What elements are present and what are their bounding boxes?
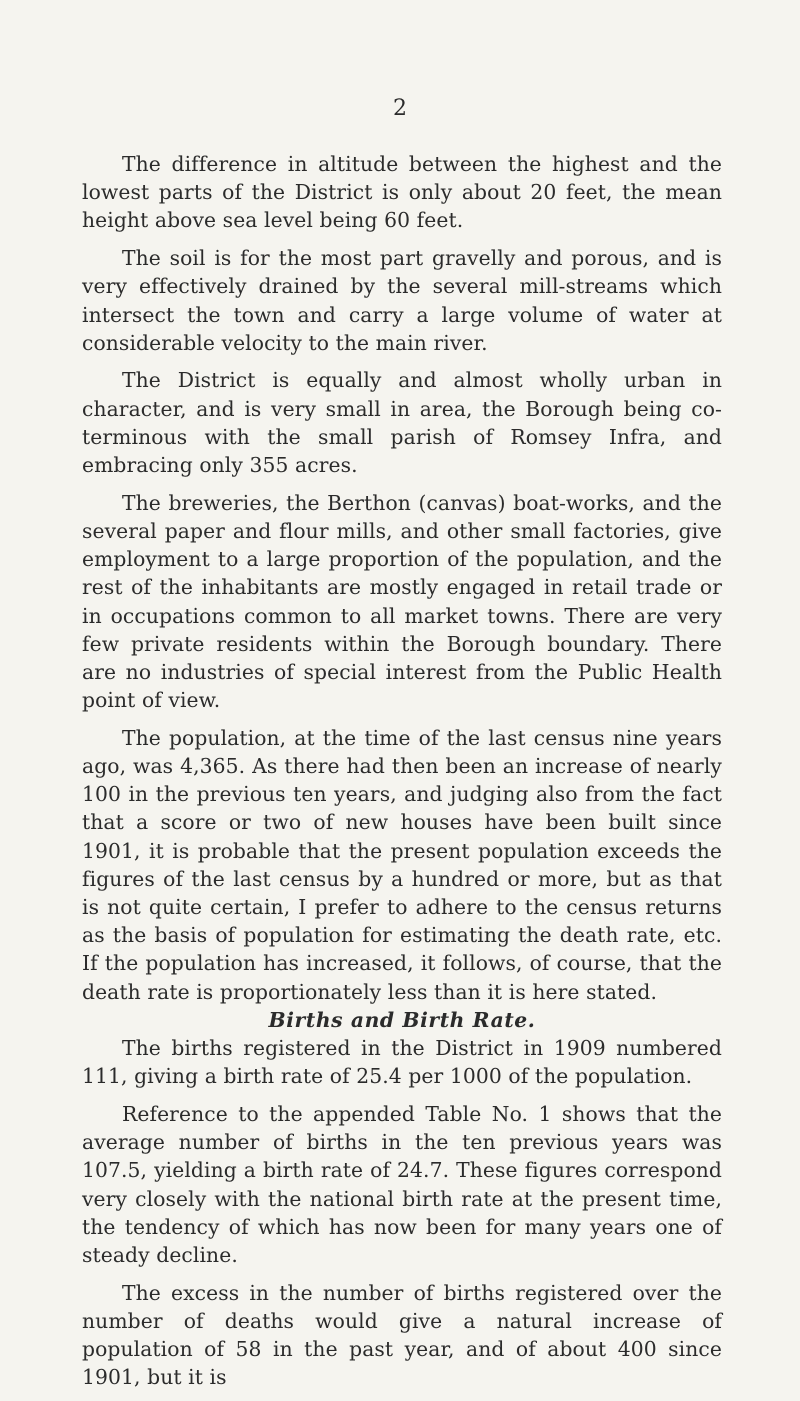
page-number: 2 (393, 96, 407, 121)
paragraph-altitude: The difference in altitude between the highest and the lowest parts of the District is only about 20 feet, the mean height above sea level being 60 feet. (82, 152, 722, 233)
section-heading-births: Births and Birth Rate. (268, 1007, 536, 1032)
paragraph-soil: The soil is for the most part gravelly and porous, and is very effectively drained by the several mill-streams which intersect the town and carry a large volume of water at considerable velocity to the main river. (82, 246, 722, 355)
paragraph-births-registered: The births registered in the District in 1909 numbered 111, giving a birth rate of 25.4 per 1000 of the population. (82, 1036, 722, 1089)
paragraph-birth-average: Reference to the appended Table No. 1 shows that the average number of births in the ten previous years was 107.5, yielding a birth rate of 24.7. These figures correspond very closely with the national birth rate at the present time, the tendency of which has now been for many years one of steady decline. (82, 1102, 722, 1268)
paragraph-industries: The breweries, the Berthon (canvas) boat-works, and the several paper and flour mills, and other small factories, give employment to a large proportion of the population, and the rest of the inhabitants are mostly engaged in retail trade or in occupations common to all market towns. There are very few private residents within the Borough boundary. There are no industries of special interest from the Public Health point of view. (82, 490, 722, 713)
paragraph-population: The population, at the time of the last census nine years ago, was 4,365. As there had then been an increase of nearly 100 in the previous ten years, and judging also from the fact that a score or two of new houses have been built since 1901, it is probable that the present population exceeds the figures of the last census by a hundred or more, but as that is not quite certain, I prefer to adhere to the census returns as the basis of population for estimating the death rate, etc. If the population has increased, it follows, of course, that the death rate is proportionately less than it is here stated. (82, 725, 722, 1004)
body-text (82, 150, 722, 1401)
paragraph-district-character: The District is equally and almost wholly urban in character, and is very small in area, the Borough being co-terminous with the small parish of Romsey Infra, and embracing only 355 acres. (82, 368, 722, 478)
paragraph-natural-increase: The excess in the number of births registered over the number of deaths would give a natural increase of population of 58 in the past year, and of about 400 since 1901, but it is (82, 1280, 722, 1390)
